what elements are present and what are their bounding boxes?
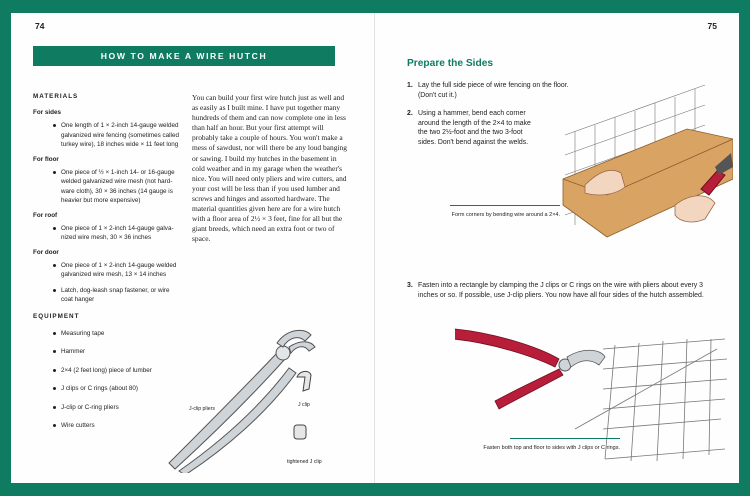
materials-heading: MATERIALS [33,93,79,100]
list-item: One piece of ½ × 1-inch 14- or 16-gauge welded galvanized wire mesh (not hard-ware cloth), 30 × 36 inches (14 gauge is heavier but more expensive) [33,168,183,206]
caption-rule [450,205,560,206]
materials-sides [33,109,183,150]
book-spread [11,13,739,483]
list-item: One piece of 1 × 2-inch 14-gauge galva-nized wire mesh, 30 × 36 inches [33,224,183,243]
list-item: Wire cutters [33,421,183,431]
list-item: J clips or C rings (about 80) [33,384,183,394]
step-text: Fasten into a rectangle by clamping the J clips or C rings on the wire with pliers about every 3 inches or so. If possible, use J-clip pliers. You now have all four sides of the hutch assembled. [418,282,704,299]
step-2 [407,109,536,147]
label-jclip-pliers: J-clip pliers [189,406,215,412]
section-banner: HOW TO MAKE A WIRE HUTCH [33,46,335,66]
equipment-heading: EQUIPMENT [33,312,80,320]
sides-title: For sides [33,109,61,116]
list-item: Latch, dog-leash snap fastener, or wire coat hanger [33,286,183,305]
caption-rule [510,438,620,439]
list-item: J-clip or C-ring pliers [33,403,183,413]
materials-door [33,249,183,305]
step-text: Lay the full side piece of wire fencing on the floor. (Don't cut it.) [418,82,569,99]
section-heading: Prepare the Sides [407,58,494,69]
list-item: One piece of 1 × 2-inch 14-gauge welded galvanized wire mesh, 13 × 14 inches [33,261,183,280]
step-number: 3. [407,282,413,289]
jclip-pliers-illustration [159,313,359,473]
right-page [375,13,739,483]
door-title: For door [33,248,59,256]
list-item: 2×4 (2 feet long) piece of lumber [33,366,183,376]
page-number-right: 75 [707,21,717,31]
list-item: One length of 1 × 2-inch 14-gauge welded galvanized wire fencing (sometimes called turkey wire), 18 inches wide × 11 feet long [33,121,183,150]
list-item: Hammer [33,347,183,357]
materials-floor [33,156,183,206]
floor-title: For floor [33,155,59,163]
roof-title: For roof [33,211,58,219]
label-jclip: J clip [298,402,310,408]
step-number: 2. [407,110,413,117]
figure-caption-1: Form corners by bending wire around a 2×4. [451,212,560,218]
intro-paragraph: You can build your first wire hutch just as well and as easily as I built mine. I have put together many hundreds of them and can now complete one in less than half an hour. But your first attempt will probably take a couple of hours. You won't make a mess of sawdust, nor will there be any loud banging or sawing. I build my hutches in the basement in cold weather and in my garage when the weather's nice. You will need only pliers and wire cutters, and your cost will be less than if you used lumber and screws and hinges and assorted hardware. The material quantities given here are for a wire hutch with a floor area of 2½ × 3 feet, fine for all but the giant breeds, which need an extra foot or two of space. [192,93,347,244]
left-page [11,13,375,483]
figure-caption-2: Fasten both top and floor to sides with J clips or C rings. [483,445,620,451]
page-number-left: 74 [35,21,45,31]
step-3 [407,281,708,300]
label-tightened-jclip: tightened J clip [287,459,322,465]
step-text: Using a hammer, bend each corner around the length of the 2×4 to make the two 2½-foot and the two 3-foot sides. Don't bend against the welds. [418,110,531,146]
bend-wire-illustration [555,75,733,249]
list-item: Measuring tape [33,329,183,339]
materials-roof [33,212,183,243]
step-number: 1. [407,82,413,89]
